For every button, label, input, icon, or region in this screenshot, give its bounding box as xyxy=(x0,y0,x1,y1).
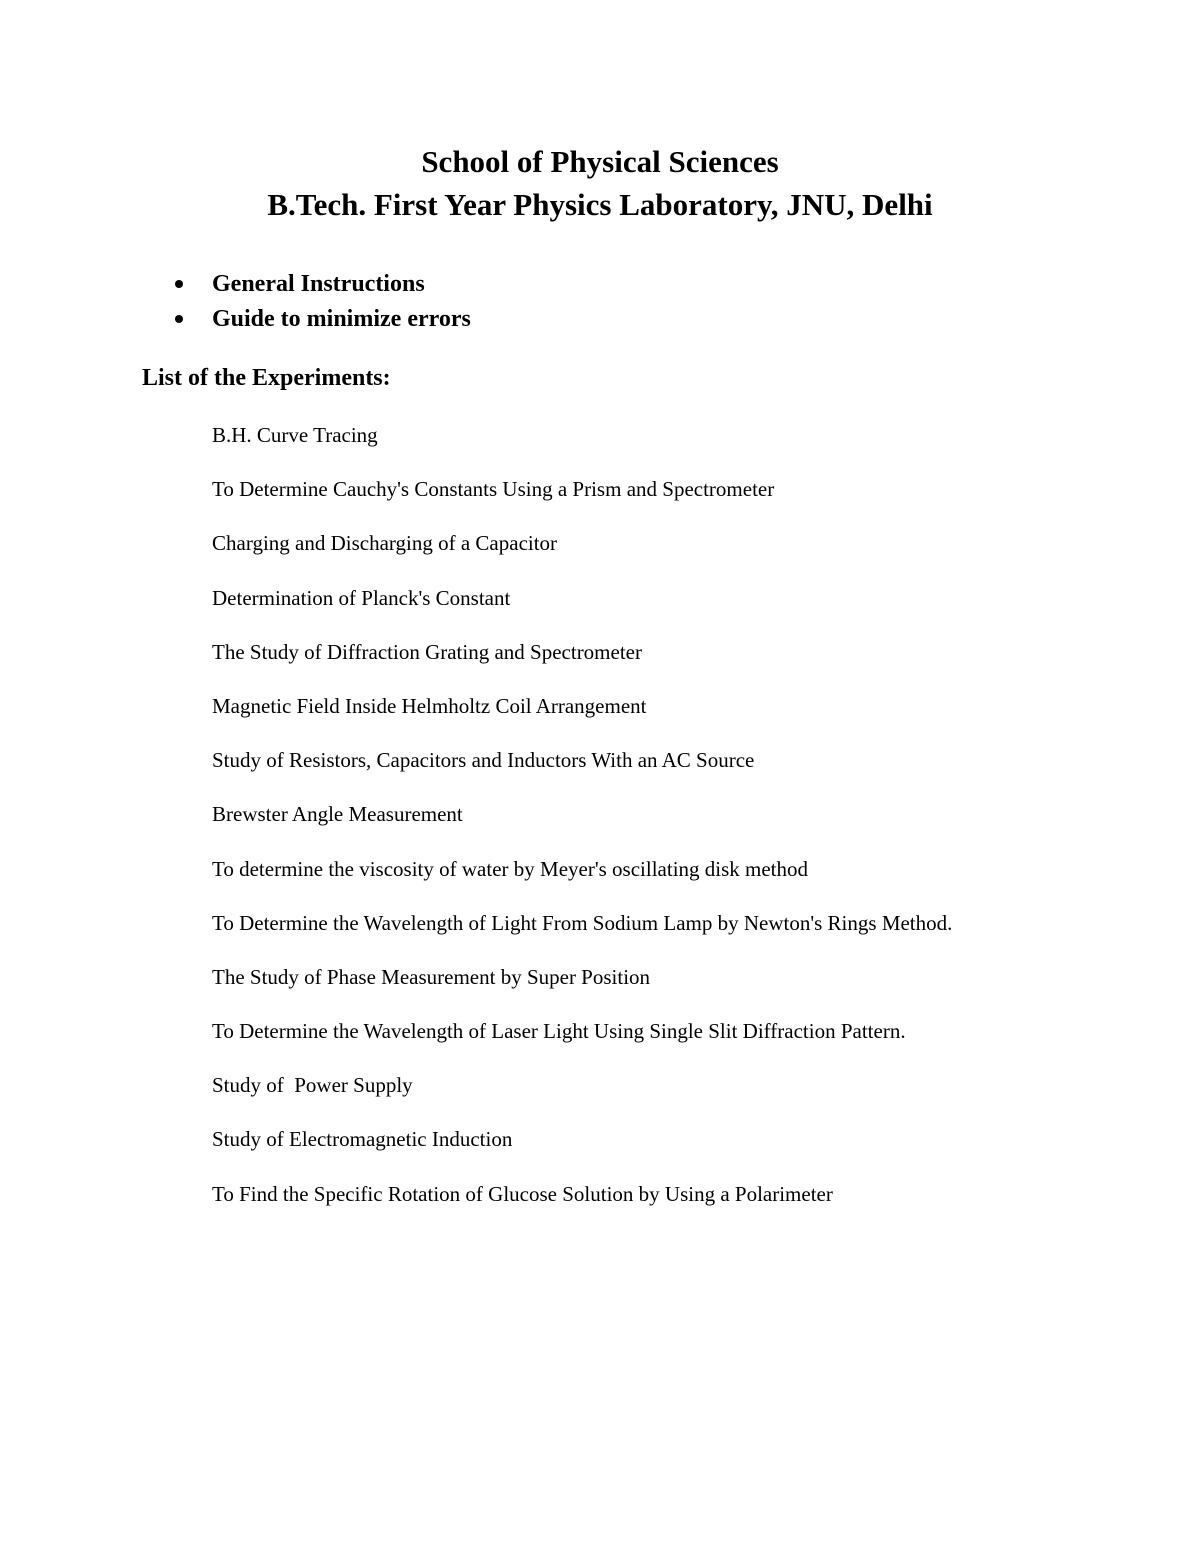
document-title: School of Physical Sciences xyxy=(421,144,779,179)
experiment-title: Study of Electromagnetic Induction xyxy=(212,1127,513,1152)
experiment-title: Magnetic Field Inside Helmholtz Coil Arrangement xyxy=(212,693,647,718)
experiment-title: To Determine the Wavelength of Laser Light Using Single Slit Diffraction Pattern. xyxy=(212,1019,906,1044)
experiment-title: The Study of Phase Measurement by Super Position xyxy=(212,964,651,989)
instruction-label: Guide to minimize errors xyxy=(212,306,471,332)
bullet-icon xyxy=(175,280,183,288)
experiment-title: To Find the Specific Rotation of Glucose Solution by Using a Polarimeter xyxy=(212,1181,833,1206)
instructions-list xyxy=(170,268,471,338)
experiment-title: Brewster Angle Measurement xyxy=(212,802,463,827)
experiment-title: Charging and Discharging of a Capacitor xyxy=(212,531,558,556)
bullet-icon xyxy=(175,315,183,323)
instruction-item xyxy=(170,268,471,303)
instruction-label: General Instructions xyxy=(212,271,425,297)
experiments-heading: List of the Experiments: xyxy=(142,365,391,391)
experiment-title: The Study of Diffraction Grating and Spectrometer xyxy=(212,639,642,664)
experiment-title: To Determine Cauchy's Constants Using a Prism and Spectrometer xyxy=(212,477,775,502)
experiment-title: B.H. Curve Tracing xyxy=(212,423,378,447)
experiment-title: To Determine the Wavelength of Light From Sodium Lamp by Newton's Rings Method. xyxy=(212,910,953,935)
experiment-title: To determine the viscosity of water by Meyer's oscillating disk method xyxy=(212,856,809,881)
experiment-title: Study of Resistors, Capacitors and Inductors With an AC Source xyxy=(212,748,755,773)
instruction-item xyxy=(170,303,471,338)
experiment-title: Determination of Planck's Constant xyxy=(212,585,511,610)
document-subtitle: B.Tech. First Year Physics Laboratory, JNU, Delhi xyxy=(267,187,933,222)
experiment-title: Study of Power Supply xyxy=(212,1073,413,1098)
